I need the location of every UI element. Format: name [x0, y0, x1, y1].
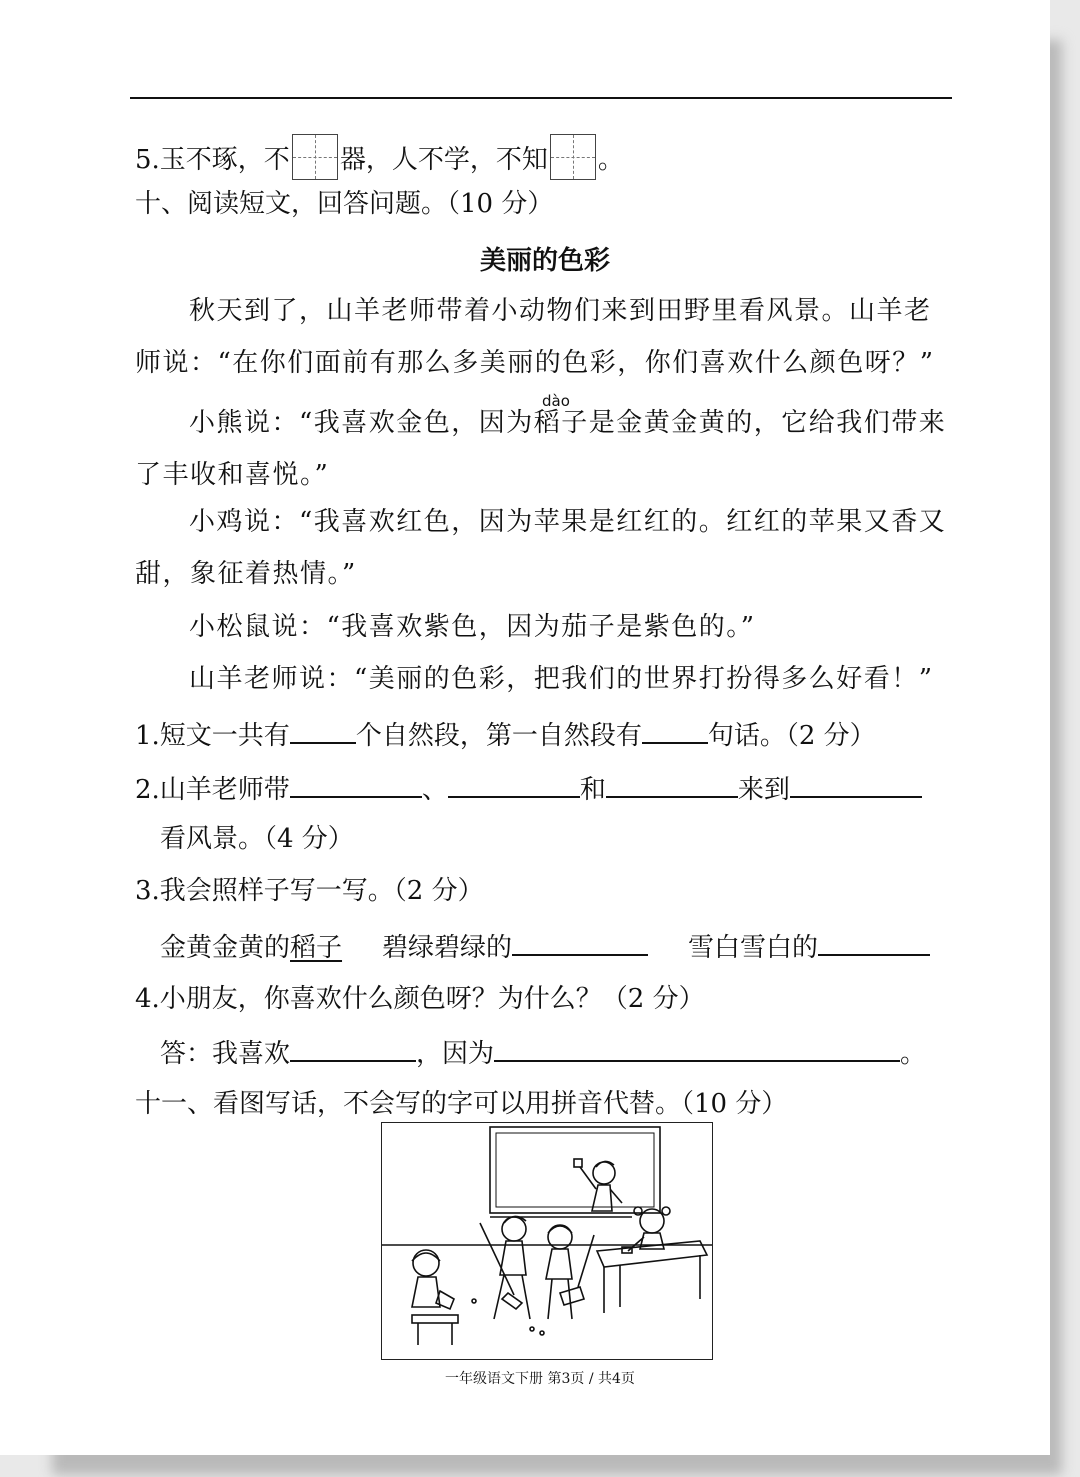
section-10-heading: 十、阅读短文，回答问题。（10 分）: [135, 189, 554, 219]
passage-title: 美丽的色彩: [479, 246, 610, 276]
question-3: 3.我会照样子写一写。（2 分）: [135, 876, 484, 906]
answer-blank[interactable]: [290, 1034, 416, 1062]
question-4-answer: [160, 1034, 926, 1071]
classroom-cleaning-illustration: [381, 1122, 713, 1360]
paragraph-text: 秋天到了，山羊老师带着小动物们来到田野里看风景。山羊老师说：“在你们面前有那么多美丽的色彩，你们喜欢什么颜色呀？”: [135, 296, 935, 378]
question-1: [135, 716, 876, 753]
answer-blank[interactable]: [642, 716, 708, 744]
paragraph-text: 小松鼠说：“我喜欢紫色，因为茄子是紫色的。”: [189, 612, 756, 642]
answer-blank[interactable]: [790, 770, 922, 798]
boy-sweeping-figure: [480, 1216, 530, 1319]
boy-wiping-board-figure: [574, 1159, 622, 1211]
litter-icon: [530, 1327, 534, 1331]
paragraph-text: 小熊说：“我喜欢金色，因为稻子是金黄金黄的，它给我们带来了丰收和喜悦。”: [135, 408, 947, 490]
question-text: 、: [421, 775, 448, 805]
item-text: 碧绿碧绿的: [382, 933, 513, 963]
writing-grid-box[interactable]: [292, 134, 338, 180]
page-footer: 一年级语文下册 第3页 / 共4页: [445, 1371, 635, 1387]
blackboard-icon: [490, 1127, 660, 1213]
answer-blank[interactable]: [290, 770, 422, 798]
question-4: 4.小朋友，你喜欢什么颜色呀？为什么？（2 分）: [135, 984, 705, 1014]
question-2: [135, 770, 922, 807]
answer-prompt: 。: [900, 1039, 927, 1069]
answer-blank[interactable]: [818, 928, 930, 956]
proverb-part-2: 器，人不学，不知: [339, 145, 548, 175]
proverb-question: [135, 134, 624, 180]
answer-blank[interactable]: [290, 716, 356, 744]
answer-blank[interactable]: [494, 1034, 900, 1062]
answer-blank[interactable]: [448, 770, 580, 798]
question-text: 1.短文一共有: [135, 721, 290, 751]
answer-prompt: 答：我喜欢: [160, 1039, 291, 1069]
top-rule: [130, 97, 952, 99]
paragraph-text: 小鸡说：“我喜欢红色，因为苹果是红红的。红红的苹果又香又甜，象征着热情。”: [135, 507, 947, 589]
answer-blank[interactable]: [606, 770, 738, 798]
proverb-part-1: 5.玉不琢，不: [135, 145, 290, 175]
proverb-part-3: 。: [597, 145, 624, 175]
example-underlined-word: 稻子: [290, 933, 343, 963]
writing-grid-box[interactable]: [550, 134, 596, 180]
girl-with-dustpan-figure: [546, 1225, 594, 1319]
question-3-items: [160, 928, 930, 965]
girl-on-stool-figure: [412, 1250, 458, 1345]
passage-paragraph-2: [135, 397, 950, 501]
passage-paragraph-3: [135, 496, 950, 600]
answer-prompt: ，因为: [416, 1039, 495, 1069]
section-11-heading: 十一、看图写话，不会写的字可以用拼音代替。（10 分）: [135, 1089, 788, 1119]
pinyin-annotation: dào: [542, 392, 570, 410]
question-text: 个自然段，第一自然段有: [355, 721, 642, 751]
question-text: 来到: [737, 775, 790, 805]
example-text: 金黄金黄的: [160, 933, 291, 963]
paragraph-text: 山羊老师说：“美丽的色彩，把我们的世界打扮得多么好看！”: [189, 664, 934, 694]
question-text: 2.山羊老师带: [135, 775, 290, 805]
item-text: 雪白雪白的: [688, 933, 819, 963]
desk-icon: [597, 1241, 707, 1313]
passage-paragraph-5: [135, 653, 950, 705]
passage-paragraph-1: [135, 285, 950, 389]
question-2-continued: 看风景。（4 分）: [160, 824, 354, 854]
passage-paragraph-4: [135, 601, 950, 653]
question-text: 句话。（2 分）: [707, 721, 876, 751]
question-text: 和: [579, 775, 606, 805]
answer-blank[interactable]: [512, 928, 648, 956]
